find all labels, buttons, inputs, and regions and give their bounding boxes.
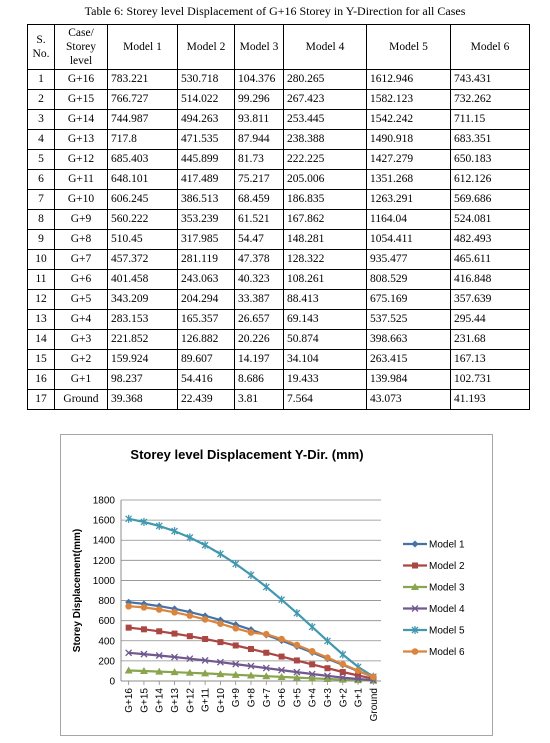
table-cell: 22.439 bbox=[178, 390, 235, 410]
table-cell: 1054.411 bbox=[367, 230, 451, 250]
table-cell: 81.73 bbox=[235, 150, 284, 170]
table-row bbox=[28, 310, 530, 330]
table-cell: 50.874 bbox=[284, 330, 367, 350]
y-tick-label: 0 bbox=[109, 676, 115, 688]
table-cell: 766.727 bbox=[108, 90, 178, 110]
table-cell: 280.265 bbox=[284, 70, 367, 90]
table-cell: 14.197 bbox=[235, 350, 284, 370]
table-cell: 87.944 bbox=[235, 130, 284, 150]
table-cell: G+15 bbox=[55, 90, 108, 110]
table-cell: Ground bbox=[55, 390, 108, 410]
table-row bbox=[28, 210, 530, 230]
table-cell: 165.357 bbox=[178, 310, 235, 330]
x-tick-label: G+13 bbox=[170, 688, 182, 713]
table-cell: 75.217 bbox=[235, 170, 284, 190]
table-cell: 205.006 bbox=[284, 170, 367, 190]
data-point bbox=[355, 667, 362, 674]
data-point bbox=[202, 636, 208, 642]
data-point bbox=[279, 596, 285, 604]
table-cell: G+7 bbox=[55, 250, 108, 270]
table-cell: 20.226 bbox=[235, 330, 284, 350]
x-tick-label: G+3 bbox=[322, 688, 334, 708]
table-cell: G+13 bbox=[55, 130, 108, 150]
table-cell: 510.45 bbox=[108, 230, 178, 250]
table-row bbox=[28, 190, 530, 210]
table-cell: G+4 bbox=[55, 310, 108, 330]
data-point bbox=[324, 654, 331, 661]
table-row bbox=[28, 350, 530, 370]
table-row bbox=[28, 330, 530, 350]
table-cell: 41.193 bbox=[451, 390, 530, 410]
table-row bbox=[28, 250, 530, 270]
table-cell: 743.431 bbox=[451, 70, 530, 90]
table-cell: 16 bbox=[28, 370, 55, 390]
table-cell: 1582.123 bbox=[367, 90, 451, 110]
data-point bbox=[340, 669, 346, 675]
table-cell: 243.063 bbox=[178, 270, 235, 290]
data-point bbox=[324, 665, 330, 671]
table-cell: 465.611 bbox=[451, 250, 530, 270]
table-cell: 717.8 bbox=[108, 130, 178, 150]
table-cell: 1427.279 bbox=[367, 150, 451, 170]
table-cell: 26.657 bbox=[235, 310, 284, 330]
x-tick-label: G+10 bbox=[215, 688, 227, 713]
y-tick-label: 800 bbox=[98, 596, 115, 608]
table-body bbox=[28, 70, 530, 410]
data-point bbox=[248, 629, 255, 636]
table-cell: G+8 bbox=[55, 230, 108, 250]
data-point bbox=[156, 606, 163, 613]
table-cell: 569.686 bbox=[451, 190, 530, 210]
table-cell: 1612.946 bbox=[367, 70, 451, 90]
y-tick-label: 1800 bbox=[92, 495, 115, 507]
table-cell: 98.237 bbox=[108, 370, 178, 390]
table-cell: 675.169 bbox=[367, 290, 451, 310]
table-cell: 416.848 bbox=[451, 270, 530, 290]
table-cell: 14 bbox=[28, 330, 55, 350]
table-cell: G+5 bbox=[55, 290, 108, 310]
table-cell: 386.513 bbox=[178, 190, 235, 210]
x-tick-label: G+1 bbox=[353, 688, 365, 708]
table-cell: 2 bbox=[28, 90, 55, 110]
table-cell: 128.322 bbox=[284, 250, 367, 270]
table-cell: 295.44 bbox=[451, 310, 530, 330]
table-row bbox=[28, 170, 530, 190]
data-point bbox=[187, 612, 194, 619]
table-cell: 8 bbox=[28, 210, 55, 230]
table-cell: 935.477 bbox=[367, 250, 451, 270]
legend-label: Model 6 bbox=[429, 647, 465, 658]
table-cell: 317.985 bbox=[178, 230, 235, 250]
x-tick-label: G+6 bbox=[277, 688, 289, 708]
legend-label: Model 4 bbox=[429, 604, 465, 615]
table-cell: 9 bbox=[28, 230, 55, 250]
table-cell: 612.126 bbox=[451, 170, 530, 190]
chart-frame bbox=[60, 434, 493, 736]
table-cell: 783.221 bbox=[108, 70, 178, 90]
column-header: Case/ Storey level bbox=[55, 25, 108, 70]
table-cell: 15 bbox=[28, 350, 55, 370]
data-point bbox=[412, 541, 419, 548]
table-cell: 650.183 bbox=[451, 150, 530, 170]
column-header: Model 2 bbox=[178, 25, 235, 70]
table-cell: 685.403 bbox=[108, 150, 178, 170]
x-tick-label: G+9 bbox=[231, 688, 243, 708]
x-tick-label: G+14 bbox=[154, 688, 166, 713]
data-point bbox=[171, 609, 178, 616]
table-cell: 7.564 bbox=[284, 390, 367, 410]
table-cell: 4 bbox=[28, 130, 55, 150]
table-cell: 104.376 bbox=[235, 70, 284, 90]
data-point bbox=[279, 654, 285, 660]
table-cell: 167.13 bbox=[451, 350, 530, 370]
data-point bbox=[248, 646, 254, 652]
table-cell: 494.263 bbox=[178, 110, 235, 130]
data-point bbox=[248, 571, 254, 579]
x-tick-label: G+16 bbox=[124, 688, 136, 713]
table-header-row bbox=[28, 25, 530, 70]
table-cell: 401.458 bbox=[108, 270, 178, 290]
table-cell: 1542.242 bbox=[367, 110, 451, 130]
y-axis-label: Storey Displacement(mm) bbox=[72, 528, 83, 653]
x-tick-label: G+15 bbox=[139, 688, 151, 713]
data-point bbox=[141, 626, 147, 632]
legend-label: Model 5 bbox=[429, 625, 465, 637]
table-cell: 40.323 bbox=[235, 270, 284, 290]
data-point bbox=[233, 642, 239, 648]
table-row bbox=[28, 150, 530, 170]
x-tick-label: Ground bbox=[368, 688, 380, 722]
table-cell: 732.262 bbox=[451, 90, 530, 110]
table-cell: 186.835 bbox=[284, 190, 367, 210]
table-cell: 457.372 bbox=[108, 250, 178, 270]
table-cell: 343.209 bbox=[108, 290, 178, 310]
table-cell: G+1 bbox=[55, 370, 108, 390]
displacement-line-chart bbox=[61, 435, 492, 735]
table-cell: 8.686 bbox=[235, 370, 284, 390]
data-point bbox=[187, 633, 193, 639]
chart-title: Storey level Displacement Y-Dir. (mm) bbox=[130, 447, 364, 462]
x-tick-label: G+8 bbox=[246, 688, 258, 708]
table-cell: 283.153 bbox=[108, 310, 178, 330]
y-tick-label: 600 bbox=[98, 616, 115, 628]
table-cell: 68.459 bbox=[235, 190, 284, 210]
table-cell: 606.245 bbox=[108, 190, 178, 210]
data-point bbox=[294, 657, 300, 663]
column-header: Model 5 bbox=[367, 25, 451, 70]
table-cell: 204.294 bbox=[178, 290, 235, 310]
table-cell: 1490.918 bbox=[367, 130, 451, 150]
table-cell: 357.639 bbox=[451, 290, 530, 310]
table-cell: 89.607 bbox=[178, 350, 235, 370]
data-point bbox=[172, 631, 178, 637]
data-point bbox=[370, 674, 377, 681]
table-cell: 148.281 bbox=[284, 230, 367, 250]
table-cell: 108.261 bbox=[284, 270, 367, 290]
table-cell: 711.15 bbox=[451, 110, 530, 130]
table-cell: 61.521 bbox=[235, 210, 284, 230]
x-tick-label: G+7 bbox=[261, 688, 273, 708]
table-cell: 267.423 bbox=[284, 90, 367, 110]
data-point bbox=[412, 648, 419, 655]
table-cell: 417.489 bbox=[178, 170, 235, 190]
table-cell: 482.493 bbox=[451, 230, 530, 250]
table-cell: 263.415 bbox=[367, 350, 451, 370]
table-cell: 222.225 bbox=[284, 150, 367, 170]
data-point bbox=[309, 648, 316, 655]
data-point bbox=[263, 631, 270, 638]
y-tick-label: 1000 bbox=[92, 575, 115, 587]
table-cell: 281.119 bbox=[178, 250, 235, 270]
data-point bbox=[217, 620, 224, 627]
data-point bbox=[217, 639, 223, 645]
legend-label: Model 2 bbox=[429, 561, 465, 572]
table-cell: 33.387 bbox=[235, 290, 284, 310]
table-cell: 19.433 bbox=[284, 370, 367, 390]
table-cell: 648.101 bbox=[108, 170, 178, 190]
x-tick-label: G+12 bbox=[185, 688, 197, 713]
table-cell: 54.416 bbox=[178, 370, 235, 390]
table-row bbox=[28, 390, 530, 410]
table-cell: 139.984 bbox=[367, 370, 451, 390]
table-cell: 1164.04 bbox=[367, 210, 451, 230]
table-cell: 537.525 bbox=[367, 310, 451, 330]
table-cell: 43.073 bbox=[367, 390, 451, 410]
data-point bbox=[125, 603, 132, 610]
data-point bbox=[412, 563, 418, 569]
data-point bbox=[263, 650, 269, 656]
table-cell: 6 bbox=[28, 170, 55, 190]
table-cell: 560.222 bbox=[108, 210, 178, 230]
table-cell: 11 bbox=[28, 270, 55, 290]
table-row bbox=[28, 130, 530, 150]
table-cell: 126.882 bbox=[178, 330, 235, 350]
x-tick-label: G+4 bbox=[307, 688, 319, 708]
table-cell: 12 bbox=[28, 290, 55, 310]
legend-label: Model 1 bbox=[429, 539, 465, 551]
table-row bbox=[28, 370, 530, 390]
table-cell: 39.368 bbox=[108, 390, 178, 410]
table-cell: G+3 bbox=[55, 330, 108, 350]
y-tick-label: 1200 bbox=[92, 555, 115, 567]
table-cell: 808.529 bbox=[367, 270, 451, 290]
y-tick-label: 200 bbox=[98, 656, 115, 668]
table-cell: 54.47 bbox=[235, 230, 284, 250]
table-cell: 471.535 bbox=[178, 130, 235, 150]
table-cell: 683.351 bbox=[451, 130, 530, 150]
table-cell: 159.924 bbox=[108, 350, 178, 370]
legend-label: Model 3 bbox=[429, 582, 465, 594]
table-cell: 69.143 bbox=[284, 310, 367, 330]
column-header: Model 6 bbox=[451, 25, 530, 70]
y-tick-label: 400 bbox=[98, 636, 115, 648]
table-cell: G+11 bbox=[55, 170, 108, 190]
data-point bbox=[278, 636, 285, 643]
table-cell: 10 bbox=[28, 250, 55, 270]
table-cell: 5 bbox=[28, 150, 55, 170]
table-cell: G+9 bbox=[55, 210, 108, 230]
data-point bbox=[126, 625, 132, 631]
table-row bbox=[28, 230, 530, 250]
data-point bbox=[141, 604, 148, 611]
table-cell: 231.68 bbox=[451, 330, 530, 350]
displacement-table bbox=[27, 24, 530, 410]
table-cell: 7 bbox=[28, 190, 55, 210]
table-cell: 253.445 bbox=[284, 110, 367, 130]
table-cell: 1 bbox=[28, 70, 55, 90]
column-header: Model 4 bbox=[284, 25, 367, 70]
table-cell: 524.081 bbox=[451, 210, 530, 230]
table-cell: 88.413 bbox=[284, 290, 367, 310]
x-tick-label: G+11 bbox=[200, 688, 212, 712]
table-cell: G+10 bbox=[55, 190, 108, 210]
table-cell: G+16 bbox=[55, 70, 108, 90]
table-cell: 34.104 bbox=[284, 350, 367, 370]
table-cell: 530.718 bbox=[178, 70, 235, 90]
table-cell: 99.296 bbox=[235, 90, 284, 110]
data-point bbox=[232, 625, 239, 632]
table-cell: 3 bbox=[28, 110, 55, 130]
data-point bbox=[309, 661, 315, 667]
data-point bbox=[294, 609, 300, 617]
table-cell: 102.731 bbox=[451, 370, 530, 390]
table-row bbox=[28, 270, 530, 290]
table-cell: 93.811 bbox=[235, 110, 284, 130]
data-point bbox=[294, 642, 301, 649]
y-tick-label: 1400 bbox=[92, 535, 115, 547]
data-point bbox=[309, 623, 315, 631]
table-caption: Table 6: Storey level Displacement of G+16 Storey in Y-Direction for all Cases bbox=[84, 4, 466, 18]
table-cell: 221.852 bbox=[108, 330, 178, 350]
table-cell: 445.899 bbox=[178, 150, 235, 170]
table-cell: G+6 bbox=[55, 270, 108, 290]
column-header: Model 1 bbox=[108, 25, 178, 70]
table-cell: 3.81 bbox=[235, 390, 284, 410]
table-cell: 353.239 bbox=[178, 210, 235, 230]
data-point bbox=[339, 661, 346, 668]
table-cell: 744.987 bbox=[108, 110, 178, 130]
table-cell: 13 bbox=[28, 310, 55, 330]
table-cell: 47.378 bbox=[235, 250, 284, 270]
data-point bbox=[202, 616, 209, 623]
table-cell: 238.388 bbox=[284, 130, 367, 150]
x-tick-label: G+2 bbox=[338, 688, 350, 708]
table-cell: 398.663 bbox=[367, 330, 451, 350]
table-cell: G+12 bbox=[55, 150, 108, 170]
table-cell: 167.862 bbox=[284, 210, 367, 230]
x-tick-label: G+5 bbox=[292, 688, 304, 708]
data-point bbox=[340, 651, 346, 659]
data-point bbox=[233, 560, 239, 568]
data-point bbox=[263, 583, 269, 591]
table-row bbox=[28, 110, 530, 130]
table-row bbox=[28, 290, 530, 310]
y-tick-label: 1600 bbox=[92, 515, 115, 527]
table-cell: 1351.268 bbox=[367, 170, 451, 190]
table-cell: G+2 bbox=[55, 350, 108, 370]
table-cell: G+14 bbox=[55, 110, 108, 130]
table-cell: 514.022 bbox=[178, 90, 235, 110]
data-point bbox=[156, 628, 162, 634]
table-row bbox=[28, 90, 530, 110]
table-cell: 17 bbox=[28, 390, 55, 410]
table-cell: 1263.291 bbox=[367, 190, 451, 210]
column-header: Model 3 bbox=[235, 25, 284, 70]
column-header: S. No. bbox=[28, 25, 55, 70]
series-line bbox=[129, 519, 374, 677]
table-row bbox=[28, 70, 530, 90]
